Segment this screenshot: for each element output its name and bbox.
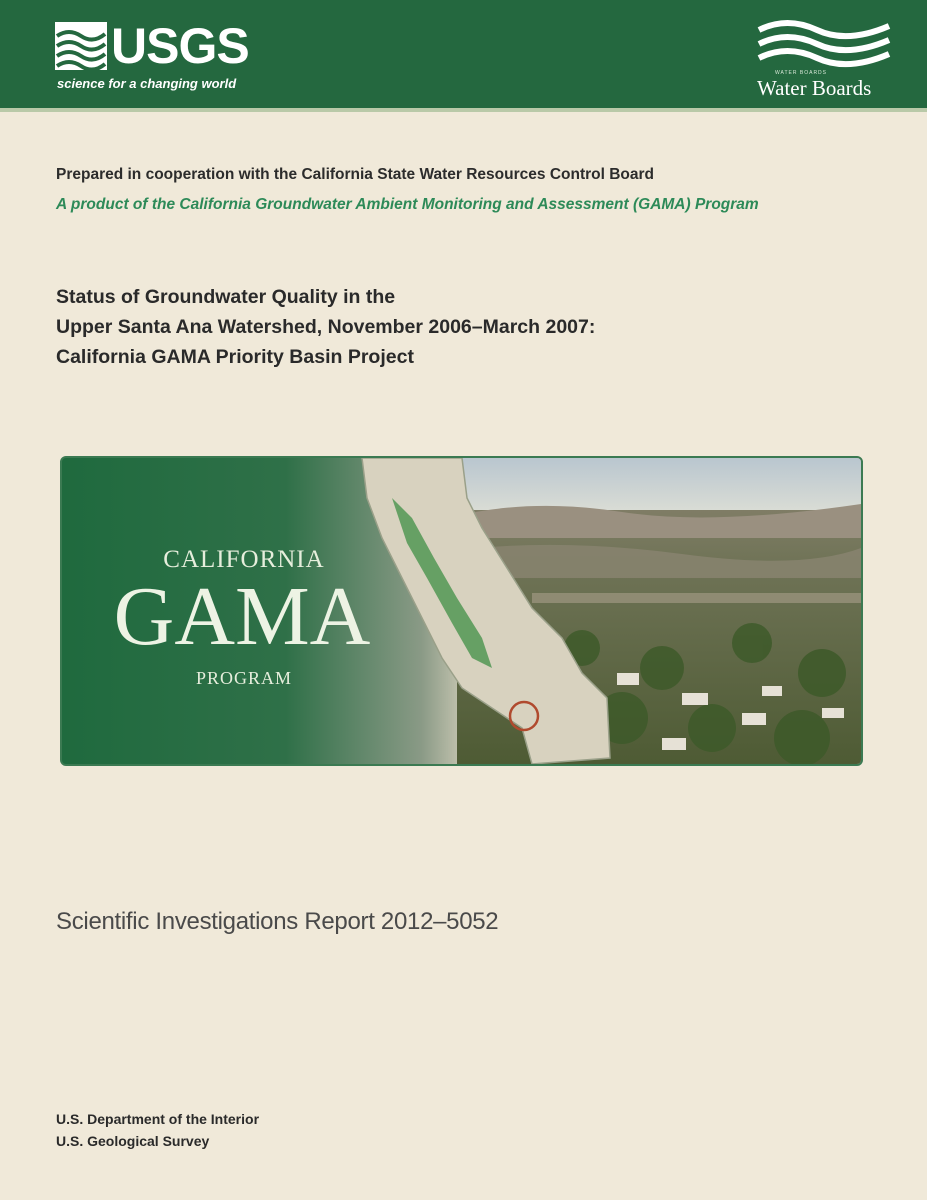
publisher-block [56, 1108, 259, 1152]
usgs-tagline: science for a changing world [57, 76, 237, 91]
report-number: Scientific Investigations Report 2012–5052 [56, 908, 499, 935]
water-waves-icon [757, 18, 891, 68]
usgs-wordmark: USGS [111, 18, 249, 74]
banner-gama: GAMA [113, 570, 371, 663]
water-boards-small-text: WATER BOARDS [775, 70, 828, 76]
usgs-logo [55, 18, 275, 98]
water-boards-name: Water Boards [757, 76, 872, 100]
banner-program: PROGRAM [195, 668, 293, 688]
usgs-wave-icon [55, 22, 107, 70]
gama-banner [60, 456, 863, 766]
title-line-2: Upper Santa Ana Watershed, November 2006–March 2007: [56, 316, 596, 338]
program-line: A product of the California Groundwater Ambient Monitoring and Assessment (GAMA) Program [56, 196, 759, 213]
department-line: U.S. Department of the Interior [56, 1111, 260, 1127]
survey-line: U.S. Geological Survey [56, 1133, 210, 1149]
title-line-3: California GAMA Priority Basin Project [56, 346, 414, 368]
title-line-1: Status of Groundwater Quality in the [56, 286, 396, 308]
report-title [56, 282, 856, 372]
cover-header [0, 0, 927, 112]
cooperation-line: Prepared in cooperation with the California State Water Resources Control Board [56, 166, 654, 183]
banner-california: CALIFORNIA [163, 546, 325, 573]
water-boards-logo [755, 18, 895, 102]
